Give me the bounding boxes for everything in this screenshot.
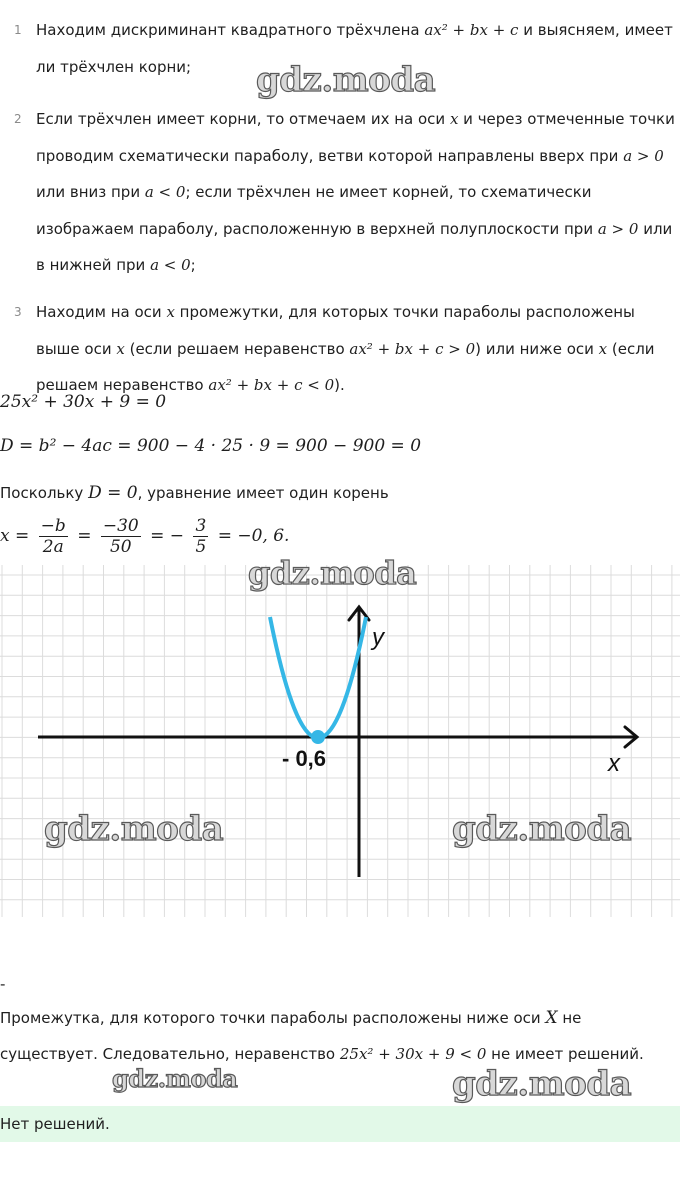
dash: - <box>0 975 6 993</box>
step-text: или в нижней при <box>36 219 673 274</box>
math-expression: a > 0 <box>597 219 639 238</box>
step-text: ; <box>190 256 196 274</box>
math-expression: ax² + bx + c > 0 <box>349 339 476 358</box>
fraction-3-over-5: $\frac{3}{5}$ <box>195 516 207 557</box>
step-text: и через отмеченные точки проводим схематически параболу, ветви которой направлены вверх при <box>36 110 675 165</box>
grid <box>0 565 680 917</box>
x-axis-label: x <box>608 750 620 777</box>
math-expression: X <box>545 1008 558 1028</box>
math-expression: a < 0 <box>144 183 186 201</box>
watermark: gdz.moda <box>248 554 417 592</box>
discriminant-formula: D = b² − 4ac = 900 − 4 · 25 · 9 = 900 − 900 = 0 <box>0 436 422 456</box>
step-text: ) или ниже оси <box>475 339 599 358</box>
math-expression: 25x² + 30x + 9 < 0 <box>339 1045 487 1063</box>
step-number: 3 <box>14 305 22 319</box>
step-text: (если решаем неравенство <box>36 339 655 394</box>
statement-text: , уравнение имеет один корень <box>137 484 389 502</box>
fraction-30-over-50: $\frac{-30}{50}$ <box>102 516 139 557</box>
root-formula: x = $\frac{-b}{2a}$ = $\frac{-30}{50}$ = − $\frac{3}{5}$ = −0, 6. <box>0 516 290 557</box>
conclusion-text: Промежутка, для которого точки параболы расположены ниже оси <box>0 1009 546 1027</box>
watermark: gdz.moda <box>256 60 436 100</box>
step-text: и выясняем, имеет ли трёхчлен корни; <box>36 21 673 76</box>
step-text: ; если трёхчлен не имеет корней, то схематически изображаем параболу, расположенную в верхней полуплоскости при <box>36 183 598 238</box>
step-2 <box>0 101 680 294</box>
watermark: gdz.moda <box>452 809 632 849</box>
math-expression: x <box>116 339 125 358</box>
graph-canvas <box>0 565 680 917</box>
math-expression: x <box>598 339 608 358</box>
step-number: 2 <box>14 112 22 126</box>
watermark: gdz.moda <box>44 809 224 849</box>
watermark: gdz.moda <box>112 1064 238 1093</box>
y-axis-label: y <box>372 624 384 651</box>
conclusion-text: не существует. Следовательно, неравенство <box>0 1009 582 1063</box>
conclusion-text: не имеет решений. <box>486 1045 644 1063</box>
step-text: Находим на оси <box>36 303 167 321</box>
root-lhs: x = <box>0 526 30 546</box>
sign: = − <box>150 526 185 546</box>
conclusion <box>0 1000 670 1072</box>
root-point <box>311 730 325 744</box>
math-expression: ax² + bx + c <box>424 21 519 39</box>
step-text: промежутки, для которых точки параболы расположены выше оси <box>36 303 635 358</box>
math-expression: x <box>166 303 175 321</box>
math-expression: x <box>449 110 459 128</box>
root-label: - 0,6 <box>282 746 327 771</box>
fraction-b-over-2a: $\frac{-b}{2a}$ <box>40 516 66 557</box>
step-text: (если решаем неравенство <box>124 339 350 358</box>
watermark: gdz.moda <box>452 1064 632 1104</box>
one-root-statement <box>0 483 389 503</box>
statement-text: Поскольку <box>0 484 89 502</box>
parabola-graph <box>0 565 680 917</box>
math-expression: a < 0 <box>150 256 191 274</box>
math-expression: D = 0 <box>88 483 138 503</box>
step-number: 1 <box>14 23 22 37</box>
step-text: или вниз при <box>36 183 145 201</box>
parabola-curve <box>270 617 366 738</box>
math-expression: ax² + bx + c < 0 <box>208 376 335 394</box>
answer-box <box>0 1106 680 1142</box>
step-text: ). <box>334 376 345 394</box>
answer-text: Нет решений. <box>0 1115 110 1133</box>
quadratic-equation: 25x² + 30x + 9 = 0 <box>0 392 167 412</box>
step-text: Находим дискриминант квадратного трёхчлена <box>36 21 425 39</box>
clipped-previous-line <box>180 0 440 8</box>
step-3 <box>0 294 680 404</box>
root-rhs: = −0, 6. <box>217 526 290 546</box>
step-text: Если трёхчлен имеет корни, то отмечаем их на оси <box>36 110 450 128</box>
math-expression: a > 0 <box>623 146 664 165</box>
